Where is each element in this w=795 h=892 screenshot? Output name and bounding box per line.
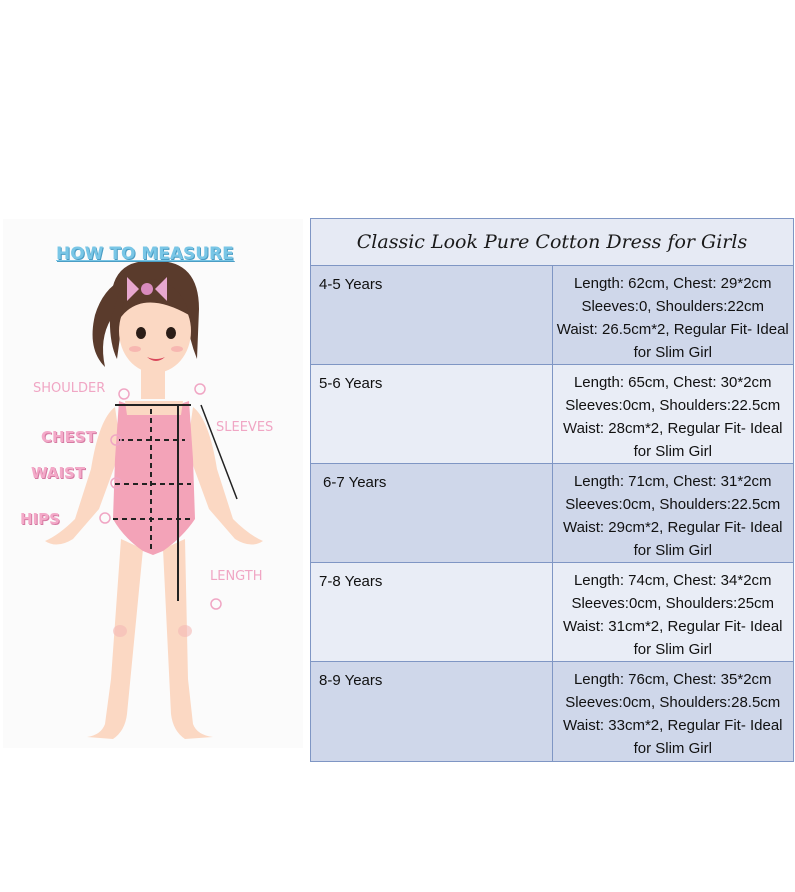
measurement-cell xyxy=(552,662,794,762)
measurement-cell xyxy=(552,464,794,563)
measurement-line: Length: 71cm, Chest: 31*2cm xyxy=(573,473,772,490)
chest-label: CHEST xyxy=(41,428,96,446)
sleeves-label: SLEEVES xyxy=(216,420,274,435)
measurement-line: Waist: 28cm*2, Regular Fit- Ideal for Slim Girl xyxy=(562,420,783,460)
measurement-line: Sleeves:0cm, Shoulders:22.5cm xyxy=(565,397,781,414)
measurement-line: Waist: 33cm*2, Regular Fit- Ideal for Slim Girl xyxy=(562,717,783,757)
measurement-line: Length: 74cm, Chest: 34*2cm xyxy=(573,572,772,589)
table-row xyxy=(311,662,794,762)
table-row xyxy=(311,365,794,464)
measurement-line: Length: 65cm, Chest: 30*2cm xyxy=(573,374,772,391)
measurement-line: Sleeves:0cm, Shoulders:25cm xyxy=(571,595,775,612)
measurement-line: Sleeves:0cm, Shoulders:28.5cm xyxy=(565,694,781,711)
measurement-line: Length: 76cm, Chest: 35*2cm xyxy=(573,671,772,688)
age-cell: 6-7 Years xyxy=(311,464,553,563)
measurement-line: Waist: 29cm*2, Regular Fit- Ideal for Slim Girl xyxy=(562,519,783,559)
table-row xyxy=(311,464,794,563)
measurement-line: Waist: 31cm*2, Regular Fit- Ideal for Slim Girl xyxy=(562,618,783,658)
shoulder-label: SHOULDER xyxy=(33,381,106,396)
length-label: LENGTH xyxy=(210,569,263,584)
girl-figure-drawing xyxy=(3,219,303,748)
measurement-cell xyxy=(552,563,794,662)
age-cell: 4-5 Years xyxy=(311,266,553,365)
how-to-measure-title: HOW TO MEASURE xyxy=(56,244,234,264)
how-to-measure-illustration xyxy=(3,219,303,748)
age-cell: 7-8 Years xyxy=(311,563,553,662)
age-cell: 8-9 Years xyxy=(311,662,553,762)
measurement-line: Waist: 26.5cm*2, Regular Fit- Ideal for Slim Girl xyxy=(556,321,789,361)
table-row xyxy=(311,563,794,662)
size-chart-table xyxy=(310,218,794,762)
age-cell: 5-6 Years xyxy=(311,365,553,464)
waist-label: WAIST xyxy=(31,464,86,482)
table-title: Classic Look Pure Cotton Dress for Girls xyxy=(311,219,794,266)
measurement-line: Length: 62cm, Chest: 29*2cm xyxy=(573,275,772,292)
measurement-cell xyxy=(552,266,794,365)
measurement-line: Sleeves:0, Shoulders:22cm xyxy=(581,298,765,315)
measurement-line: Sleeves:0cm, Shoulders:22.5cm xyxy=(565,496,781,513)
measurement-cell xyxy=(552,365,794,464)
table-header-row xyxy=(311,219,794,266)
hips-label: HIPS xyxy=(20,510,60,528)
table-row xyxy=(311,266,794,365)
